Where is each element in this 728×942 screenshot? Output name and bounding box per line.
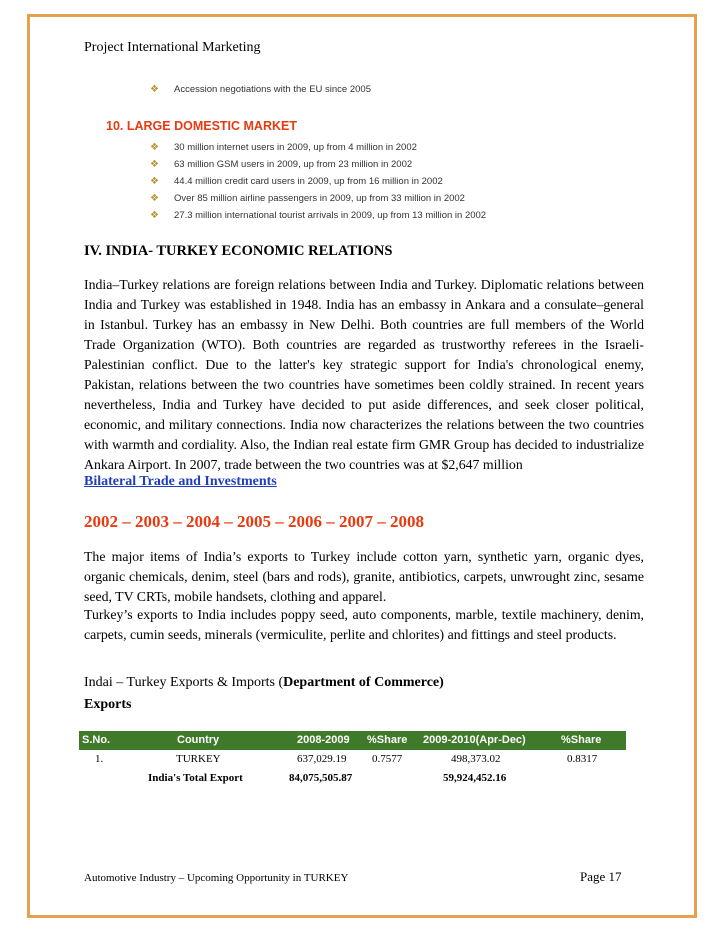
table-cell-share2: 0.8317: [567, 753, 598, 765]
col-country: Country: [177, 734, 220, 746]
bullet-item: ❖ 30 million internet users in 2009, up from 4 million in 2002: [150, 142, 417, 153]
paragraph-turkey-exports: Turkey’s exports to India includes poppy seed, auto components, marble, textile machinery, denim, carpets, cumin seeds, minerals (vermiculite, perlite and chlorites) and fittings and steel products.: [84, 607, 644, 642]
page-number: Page 17: [580, 869, 622, 884]
total-2009: 59,924,452.16: [443, 772, 507, 784]
market-heading: 10. LARGE DOMESTIC MARKET: [106, 119, 297, 133]
total-2008: 84,075,505.87: [289, 772, 353, 784]
paragraph-relations: India–Turkey relations are foreign relations between India and Turkey. Diplomatic relations between India and Turkey was established in 1948. India has an embassy in Ankara and a consulate–general in Istanbul. Turkey has an embassy in New Delhi. Both countries are full members of the World Trade Organization (WTO). Both countries are regarded as trustworthy referees in the Israeli-Palestinian conflict. Due to the latter's key strategic support for India's chronological enemy, Pakistan, relations between the two countries have sometimes been coldly strained. In recent years nevertheless, India and Turkey have decided to put aside differences, and seek closer political, economic, and military connections. India now characterizes the relations between the two countries with warmth and cordiality. Also, the Indian real estate firm GMR Group has decided to industrialize Ankara Airport. In 2007, trade between the two countries was at $2,647 million: [84, 277, 644, 472]
table-cell-sno: 1.: [95, 753, 104, 765]
bullet-item: ❖ 44.4 million credit card users in 2009, up from 16 million in 2002: [150, 176, 443, 187]
bullet-item: ❖ Accession negotiations with the EU since 2005: [150, 84, 371, 95]
col-sno: S.No.: [82, 734, 111, 746]
diamond-bullet-icon: ❖: [150, 159, 159, 170]
col-2008: 2008-2009: [297, 734, 350, 746]
table-header: [79, 731, 626, 750]
footer-title: Automotive Industry – Upcoming Opportunity in TURKEY: [84, 872, 349, 884]
page-header: Project International Marketing: [84, 40, 261, 55]
table-cell-2009: 498,373.02: [451, 753, 501, 765]
diamond-bullet-icon: ❖: [150, 210, 159, 221]
diamond-bullet-icon: ❖: [150, 84, 159, 95]
diamond-bullet-icon: ❖: [150, 193, 159, 204]
section-heading: IV. INDIA- TURKEY ECONOMIC RELATIONS: [84, 243, 393, 259]
col-2009: 2009-2010(Apr-Dec): [423, 734, 526, 746]
col-share2: %Share: [561, 734, 602, 746]
years-heading: 2002 – 2003 – 2004 – 2005 – 2006 – 2007 – 2008: [84, 512, 424, 531]
bullet-item: ❖ Over 85 million airline passengers in 2009, up from 33 million in 2002: [150, 193, 465, 204]
table-caption: Indai – Turkey Exports & Imports (Department of Commerce): [84, 675, 444, 690]
table-cell-2008: 637,029.19: [297, 753, 347, 765]
bullet-item: ❖ 27.3 million international tourist arrivals in 2009, up from 13 million in 2002: [150, 210, 487, 221]
exports-label: Exports: [84, 697, 132, 712]
diamond-bullet-icon: ❖: [150, 176, 159, 187]
bullet-item: ❖ 63 million GSM users in 2009, up from 23 million in 2002: [150, 159, 413, 170]
diamond-bullet-icon: ❖: [150, 142, 159, 153]
col-share1: %Share: [367, 734, 408, 746]
bilateral-trade-link[interactable]: Bilateral Trade and Investments: [84, 474, 277, 489]
table-cell-country: TURKEY: [176, 753, 221, 765]
total-label: India's Total Export: [148, 772, 243, 784]
paragraph-india-exports: The major items of India’s exports to Turkey include cotton yarn, synthetic yarn, organic dyes, organic chemicals, denim, steel (bars and rods), granite, antibiotics, carpets, unwrought zinc, sesame seed, TV CRTs, mobile handsets, clothing and apparel.: [84, 549, 644, 604]
table-cell-share1: 0.7577: [372, 753, 403, 765]
